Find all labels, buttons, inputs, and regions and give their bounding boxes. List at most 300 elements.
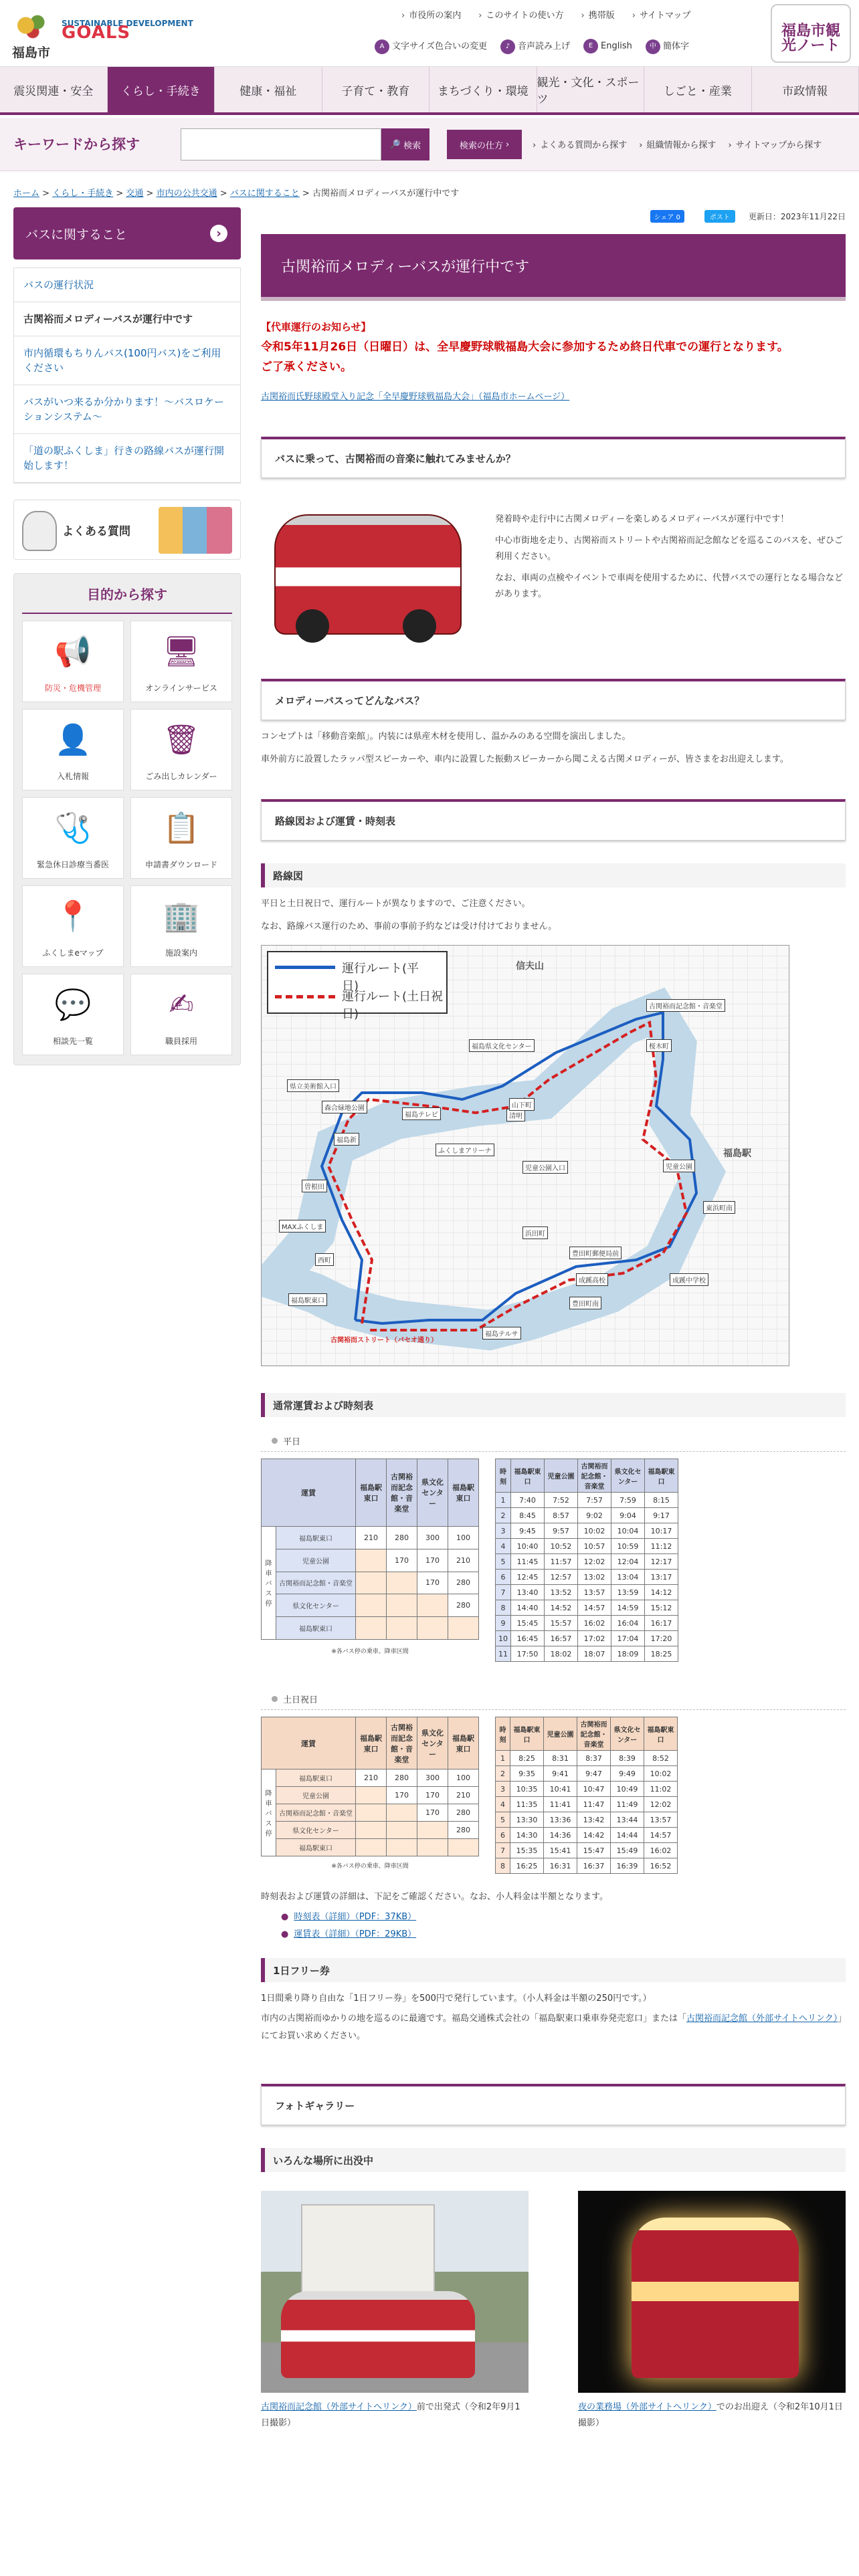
fare-row: [262, 1527, 479, 1549]
map-stop-label: 福島駅東口: [288, 1293, 327, 1306]
map-stop-label: 成蹊高校: [576, 1273, 608, 1286]
time-cell: 9: [496, 1616, 511, 1631]
fare-header-cell: 古関裕而記念館・音楽堂: [387, 1459, 417, 1527]
holiday-time-table: [495, 1717, 678, 1874]
time-cell: 9:49: [611, 1766, 644, 1782]
search-input[interactable]: [181, 128, 381, 160]
notice-end: ご了承ください。: [261, 360, 352, 374]
time-row: [496, 1616, 678, 1631]
purpose-item[interactable]: [22, 797, 124, 879]
time-cell: 3: [496, 1523, 511, 1539]
breadcrumb-link[interactable]: ホーム: [13, 189, 40, 199]
time-cell: 13:59: [611, 1585, 645, 1600]
time-cell: 16:37: [577, 1858, 611, 1874]
fare-cell: 県文化センター: [276, 1594, 356, 1617]
notice-link[interactable]: 古関裕而氏野球殿堂入り記念「全早慶野球戦福島大会」（福島市ホームページ）: [261, 392, 570, 402]
heading-places-text: いろんな場所に出没中: [273, 2154, 374, 2167]
time-cell: 14:44: [611, 1828, 644, 1843]
heading-weekday: [261, 1430, 846, 1452]
page-meta: [261, 207, 846, 234]
fare-note-row: [262, 1639, 479, 1662]
purpose-label: オンラインサービス: [145, 683, 217, 693]
time-cell: 15:57: [545, 1616, 578, 1631]
search-links: [533, 138, 822, 150]
heading-holiday-text: 土日祝日: [283, 1695, 318, 1705]
fare-header-cell: 福島駅東口: [356, 1459, 387, 1527]
time-cell: 14:12: [645, 1585, 678, 1600]
heading-route-map: [261, 863, 846, 887]
heading-fare: [261, 1393, 846, 1417]
util-link[interactable]: › サイトマップ: [632, 8, 691, 21]
time-cell: 13:02: [578, 1570, 611, 1585]
fare-row: [262, 1549, 479, 1572]
faq-label: よくある質問: [62, 525, 130, 538]
time-cell: 14:52: [545, 1600, 578, 1616]
time-cell: 6: [496, 1570, 511, 1585]
site-header: [0, 0, 859, 67]
map-stop-label: ふくしまアリーナ: [436, 1144, 494, 1156]
time-cell: 12:02: [644, 1797, 678, 1812]
purpose-label: ふくしまeマップ: [42, 948, 104, 958]
time-row: [496, 1646, 678, 1662]
fare-cell: [417, 1594, 448, 1617]
purpose-item[interactable]: [130, 709, 232, 790]
time-cell: 9:41: [544, 1766, 577, 1782]
heading-fare-text: 通常運賃および時刻表: [273, 1399, 374, 1412]
search-icon: 🔎: [389, 139, 401, 150]
main-content: [261, 207, 846, 2432]
fare-cell: 280: [387, 1769, 417, 1787]
fare-group-label: 降車バス停: [262, 1527, 276, 1640]
weekday-tables: [261, 1459, 846, 1662]
time-cell: 1: [496, 1751, 510, 1766]
fare-row: [262, 1572, 479, 1594]
time-cell: 10: [496, 1631, 511, 1646]
time-row: [496, 1585, 678, 1600]
purpose-label: 防災・危機管理: [44, 683, 101, 693]
util2-link[interactable]: [646, 39, 689, 54]
nav-item[interactable]: しごと・産業: [644, 67, 752, 112]
route-text: [261, 893, 846, 938]
fare-cell: 170: [387, 1787, 417, 1804]
map-stop-label: 東浜町南: [703, 1201, 735, 1214]
time-cell: 7: [496, 1585, 511, 1600]
fare-cell: 300: [417, 1769, 448, 1787]
nav-item[interactable]: 健康・福祉: [215, 67, 322, 112]
gallery-caption-1: [261, 2399, 529, 2432]
fare-header-cell: 県文化センター: [417, 1459, 448, 1527]
fare-cell: [356, 1839, 387, 1856]
purpose-search-title: 目的から探す: [22, 574, 232, 614]
holiday-tables: [261, 1717, 846, 1874]
fare-note-row: [262, 1856, 479, 1874]
time-row: [496, 1523, 678, 1539]
purpose-icon: 🩺: [54, 811, 92, 845]
kinenkan-link[interactable]: 古関裕而記念館（外部サイトへリンク）: [686, 2014, 838, 2024]
time-cell: 11:49: [611, 1797, 644, 1812]
time-cell: 11:45: [511, 1554, 545, 1570]
nav-item[interactable]: 市政情報: [752, 67, 859, 112]
search-link[interactable]: › サイトマップから探す: [728, 138, 822, 150]
time-cell: 11:57: [545, 1554, 578, 1570]
nav-item[interactable]: まちづくり・環境: [430, 67, 537, 112]
fare-cell: [387, 1839, 417, 1856]
time-cell: 13:57: [578, 1585, 611, 1600]
what-text: [261, 726, 846, 771]
time-cell: 11: [496, 1646, 511, 1662]
purpose-item[interactable]: [130, 621, 232, 702]
time-cell: 16:31: [544, 1858, 577, 1874]
faq-banner[interactable]: [13, 500, 241, 560]
time-cell: 17:50: [511, 1646, 545, 1662]
facebook-share-button[interactable]: シェア 0: [650, 210, 684, 223]
time-cell: 17:04: [611, 1631, 645, 1646]
time-cell: 18:09: [611, 1646, 645, 1662]
time-cell: 2: [496, 1508, 511, 1523]
breadcrumb-link[interactable]: 市内の公共交通: [156, 189, 217, 199]
time-cell: 15:41: [544, 1843, 577, 1858]
search-button[interactable]: [381, 128, 430, 160]
time-cell: 14:42: [577, 1828, 611, 1843]
breadcrumb: ホーム > くらし・手続き > 交通 > 市内の公共交通 > バスに関すること > 古関裕而メロディーバスが運行中です: [13, 189, 460, 199]
time-cell: 9:57: [545, 1523, 578, 1539]
fare-cell: [387, 1804, 417, 1822]
fare-row: [262, 1839, 479, 1856]
util2-link[interactable]: [583, 39, 632, 53]
nav-item[interactable]: 子育て・教育: [322, 67, 430, 112]
purpose-item[interactable]: [22, 974, 124, 1055]
util2-label: 音声読み上げ: [517, 41, 570, 51]
fare-cell: [356, 1787, 387, 1804]
util-link[interactable]: › 市役所の案内: [401, 8, 461, 21]
util2-link[interactable]: [500, 39, 570, 54]
heading-places: [261, 2148, 846, 2172]
search-bar: [0, 118, 859, 171]
rabbit-icon: [22, 511, 57, 551]
time-row: [496, 1858, 678, 1874]
time-header-cell: 児童公園: [545, 1459, 578, 1493]
fare-cell: [356, 1572, 387, 1594]
gallery-link-1[interactable]: 古関裕而記念館（外部サイトへリンク）: [261, 2402, 417, 2412]
search-how-label: 検索の仕方: [459, 140, 503, 151]
notice: [261, 317, 846, 377]
sidebar-item[interactable]: 古関裕而メロディーバスが運行中です: [14, 302, 240, 336]
fare-cell: 170: [417, 1787, 448, 1804]
time-cell: 11:47: [577, 1797, 611, 1812]
time-cell: 16:25: [510, 1858, 544, 1874]
time-cell: 13:42: [577, 1812, 611, 1828]
ride-text: [495, 512, 843, 608]
pdf-link[interactable]: 運賃表（詳細）（PDF：29KB）: [294, 1929, 417, 1939]
fare-row: [262, 1804, 479, 1822]
fare-header-cell: 古関裕而記念館・音楽堂: [387, 1717, 417, 1769]
map-stop-label: 福島県文化センター: [469, 1039, 535, 1052]
sidebar-title[interactable]: [13, 207, 241, 259]
time-cell: 10:17: [645, 1523, 678, 1539]
time-cell: 9:02: [578, 1508, 611, 1523]
legend-weekday: 運行ルート(平 日): [342, 962, 444, 993]
search-link[interactable]: › よくある質問から探す: [533, 138, 627, 150]
time-row: [496, 1554, 678, 1570]
time-header-cell: 県文化センター: [611, 1717, 644, 1751]
map-stop-label: 豊田町郵便局前: [569, 1247, 622, 1259]
legend-holiday: 運行ルート(土日祝日): [342, 990, 444, 1021]
util2-label: 文字サイズ色合いの変更: [392, 41, 487, 51]
time-cell: 10:04: [611, 1523, 645, 1539]
sidebar-list: [13, 267, 241, 484]
heading-what-text: メロディーバスってどんなバス？: [275, 695, 425, 707]
time-cell: 15:45: [511, 1616, 545, 1631]
pdf-links: [261, 1909, 846, 1943]
holiday-fare-table: [261, 1717, 479, 1874]
x-post-button[interactable]: ポスト: [704, 210, 735, 223]
heading-holiday: [261, 1689, 846, 1710]
pdf-link[interactable]: 時刻表（詳細）（PDF：37KB）: [294, 1912, 417, 1922]
util-link[interactable]: › このサイトの使い方: [478, 8, 563, 21]
time-header-cell: 福島駅東口: [510, 1717, 544, 1751]
purpose-icon: 📍: [54, 899, 92, 934]
time-row: [496, 1508, 678, 1523]
fare-cell: 210: [448, 1549, 479, 1572]
utility-links: [401, 8, 691, 21]
fare-cell: [417, 1617, 448, 1640]
purpose-label: 緊急休日診療当番医: [36, 860, 109, 869]
fare-cell: [417, 1839, 448, 1856]
sidebar-item[interactable]: 市内循環もちりんバス(100円バス)をご利用ください: [14, 336, 240, 385]
time-cell: 9:04: [611, 1508, 645, 1523]
heading-route-map-text: 路線図: [273, 869, 304, 882]
util-link[interactable]: › 携帯版: [581, 8, 615, 21]
time-cell: 10:40: [511, 1539, 545, 1554]
fare-header-cell: 福島駅東口: [356, 1717, 387, 1769]
purpose-label: 職員採用: [165, 1037, 197, 1046]
time-row: [496, 1539, 678, 1554]
purpose-icon: 📢: [54, 635, 92, 669]
sidebar-title-label: バスに関すること: [25, 227, 128, 242]
purpose-label: 施設案内: [165, 948, 197, 958]
util2-icon: 中: [646, 39, 660, 54]
time-cell: 13:52: [545, 1585, 578, 1600]
heading-gallery: [261, 2084, 846, 2125]
fare-row: [262, 1594, 479, 1617]
time-cell: 9:35: [510, 1766, 544, 1782]
purpose-item[interactable]: [130, 797, 232, 879]
time-header-cell: 県文化センター: [611, 1459, 645, 1493]
time-cell: 7:40: [511, 1493, 545, 1508]
time-cell: 15:49: [611, 1843, 644, 1858]
time-row: [496, 1600, 678, 1616]
time-row: [496, 1751, 678, 1766]
nav-item[interactable]: くらし・手続き: [108, 67, 215, 112]
time-cell: 1: [496, 1493, 511, 1508]
breadcrumb-current: 古関裕而メロディーバスが運行中です: [312, 189, 460, 199]
breadcrumb-link[interactable]: 交通: [126, 189, 144, 199]
time-header-cell: 福島駅東口: [644, 1717, 678, 1751]
map-stop-label: 古関裕而記念館・音楽堂: [646, 999, 725, 1012]
gallery-caption-2-text: でのお出迎え（令和2年10月1日撮影）: [578, 2402, 843, 2428]
map-stop-label: 児童公園: [663, 1160, 695, 1172]
pdf-icon: ●: [281, 1912, 289, 1922]
purpose-icon: 💬: [54, 988, 92, 1022]
purpose-item[interactable]: [22, 885, 124, 967]
map-stop-label: 豊田町南: [569, 1297, 601, 1309]
time-cell: 18:25: [645, 1646, 678, 1662]
heading-ride-text: バスに乗って、古関裕而の音楽に触れてみませんか？: [275, 453, 516, 465]
time-row: [496, 1828, 678, 1843]
fare-cell: [356, 1804, 387, 1822]
gallery-bus-2: [632, 2218, 799, 2378]
time-cell: 8:52: [644, 1751, 678, 1766]
breadcrumb-link[interactable]: バスに関すること: [229, 189, 300, 199]
time-cell: 10:35: [510, 1782, 544, 1797]
map-stop-label: 成蹊中学校: [670, 1273, 708, 1286]
city-logo[interactable]: [9, 9, 56, 60]
time-cell: 10:49: [611, 1782, 644, 1797]
ride-paragraph: なお、車両の点検やイベントで車両を使用するために、代替バスでの運行となる場合などがあります。: [495, 573, 844, 599]
fare-header-cell: 福島駅東口: [448, 1717, 479, 1769]
search-how-button[interactable]: 検索の仕方 ›: [447, 130, 522, 159]
time-cell: 14:57: [578, 1600, 611, 1616]
time-cell: 8:45: [511, 1508, 545, 1523]
nav-item[interactable]: 観光・文化・スポーツ: [537, 67, 645, 112]
time-cell: 12:17: [645, 1554, 678, 1570]
purpose-icon: 📋: [163, 811, 200, 845]
fare-cell: 福島駅東口: [276, 1839, 356, 1856]
time-cell: 16:04: [611, 1616, 645, 1631]
page-title-text: 古関裕而メロディーバスが運行中です: [281, 258, 530, 276]
map-stop-label: 西町: [315, 1253, 334, 1266]
time-cell: 18:07: [578, 1646, 611, 1662]
breadcrumb-link[interactable]: くらし・手続き: [52, 189, 114, 199]
sidebar-item[interactable]: 「道の駅ふくしま」行きの路線バスが運行開始します！: [14, 434, 240, 483]
time-cell: 7:52: [545, 1493, 578, 1508]
time-header-row: [496, 1717, 678, 1751]
time-cell: 11:41: [544, 1797, 577, 1812]
time-cell: 8: [496, 1858, 510, 1874]
heading-free-pass-text: 1日フリー券: [273, 1964, 330, 1977]
gallery-link-2[interactable]: 夜の業務場（外部サイトへリンク）: [578, 2402, 717, 2412]
fare-cell: 300: [417, 1527, 448, 1549]
bus-photo: [261, 492, 475, 652]
ride-paragraph: 中心市街地を走り、古関裕而ストリートや古関裕而記念館などを巡るこのバスを、ぜひご利用ください。: [495, 536, 844, 562]
what-paragraph: コンセプトは「移動音楽館」。内装には県産木材を使用し、温かみのある空間を演出しました。: [261, 732, 631, 742]
time-cell: 12:45: [511, 1570, 545, 1585]
map-stop-label: 県立美術館入口: [287, 1079, 339, 1092]
util2-icon: ♪: [500, 39, 515, 54]
time-cell: 13:36: [544, 1812, 577, 1828]
fare-cell: 210: [356, 1527, 387, 1549]
search-button-label: 検索: [403, 140, 421, 151]
fare-row: [262, 1822, 479, 1839]
time-cell: 8:57: [545, 1508, 578, 1523]
util2-label: English: [600, 41, 632, 51]
heading-gallery-text: フォトギャラリー: [275, 2100, 355, 2112]
purpose-icon: 🗑: [163, 723, 200, 757]
free-pass-text-1: 1日間乗り降り自由な「1日フリー券」を500円で発行しています。（小人料金は半額の250円です。）: [261, 1994, 652, 2004]
time-row: [496, 1782, 678, 1797]
updated-date: 更新日：2023年11月22日: [748, 212, 846, 221]
map-legend: [267, 951, 448, 1021]
purpose-item[interactable]: [22, 621, 124, 702]
time-header-row: [496, 1459, 678, 1493]
weekday-fare-table: [261, 1459, 479, 1662]
fare-note: ※各バス停の乗車、降車区間: [331, 1862, 409, 1870]
time-header-cell: 児童公園: [544, 1717, 577, 1751]
fare-cell: 280: [448, 1804, 479, 1822]
fare-row: [262, 1787, 479, 1804]
gallery-item: [261, 2191, 529, 2432]
purpose-item[interactable]: [130, 974, 232, 1055]
fare-row: [262, 1617, 479, 1640]
time-cell: 2: [496, 1766, 510, 1782]
fare-cell: 古関裕而記念館・音楽堂: [276, 1804, 356, 1822]
time-cell: 9:47: [577, 1766, 611, 1782]
kanko-note-banner[interactable]: [771, 4, 851, 63]
weekday-time-table: [495, 1459, 678, 1662]
time-cell: 13:30: [510, 1812, 544, 1828]
museum-building: [301, 2204, 435, 2304]
photo-gallery: [261, 2191, 846, 2432]
time-cell: 7:59: [611, 1493, 645, 1508]
gallery-caption-1-text: 前で出発式（令和2年9月1日撮影）: [261, 2402, 520, 2428]
legend-weekday-line: [275, 966, 335, 969]
sidebar-item[interactable]: バスの運行状況: [14, 268, 240, 302]
legend-holiday-line: [275, 995, 335, 998]
time-cell: 15:12: [645, 1600, 678, 1616]
time-cell: 7:57: [578, 1493, 611, 1508]
time-cell: 16:17: [645, 1616, 678, 1631]
city-logo-mark: [9, 9, 56, 41]
sdgs-top: SUSTAINABLE DEVELOPMENT: [62, 19, 193, 28]
time-cell: 8:39: [611, 1751, 644, 1766]
time-header-cell: 古関裕而記念館・音楽堂: [577, 1717, 611, 1751]
fare-cell: 170: [417, 1549, 448, 1572]
time-cell: 12:57: [545, 1570, 578, 1585]
util2-link[interactable]: [375, 39, 487, 54]
util2-label: 簡体字: [662, 41, 689, 51]
sidebar-item[interactable]: バスがいつ来るか分かります！～バスロケーションシステム～: [14, 385, 240, 434]
time-cell: 17:02: [578, 1631, 611, 1646]
fare-note: ※各バス停の乗車、降車区間: [331, 1648, 409, 1655]
util2-icon: A: [375, 39, 389, 54]
city-name: 福島市: [12, 45, 51, 60]
fare-cell: 100: [448, 1769, 479, 1787]
notice-body: 令和5年11月26日（日曜日）は、全早慶野球戦福島大会に参加するため終日代車での運行となります。: [261, 340, 789, 354]
map-stop-label: MAXふくしま: [279, 1220, 326, 1232]
purpose-item[interactable]: [22, 709, 124, 790]
fare-header-cell: 県文化センター: [417, 1717, 448, 1769]
fare-cell: [387, 1822, 417, 1839]
fare-cell: 280: [448, 1822, 479, 1839]
time-cell: 12:04: [611, 1554, 645, 1570]
time-row: [496, 1797, 678, 1812]
time-cell: 10:02: [644, 1766, 678, 1782]
free-pass-text-2b: 」にてお買い求めください。: [261, 2014, 842, 2041]
map-stop-label: 清明: [506, 1109, 525, 1121]
fare-header-row: [262, 1717, 479, 1769]
time-cell: 8:15: [645, 1493, 678, 1508]
gallery-photo-2: [578, 2191, 846, 2393]
purpose-item[interactable]: [130, 885, 232, 967]
heading-ride: [261, 437, 846, 478]
time-cell: 14:30: [510, 1828, 544, 1843]
purpose-search: [13, 573, 241, 1065]
time-cell: 8:37: [577, 1751, 611, 1766]
map-place-label: 福島駅: [723, 1148, 751, 1159]
nav-item[interactable]: 震災関連・安全: [0, 67, 108, 112]
time-cell: 15:47: [577, 1843, 611, 1858]
search-link[interactable]: › 組織情報から探す: [639, 138, 716, 150]
